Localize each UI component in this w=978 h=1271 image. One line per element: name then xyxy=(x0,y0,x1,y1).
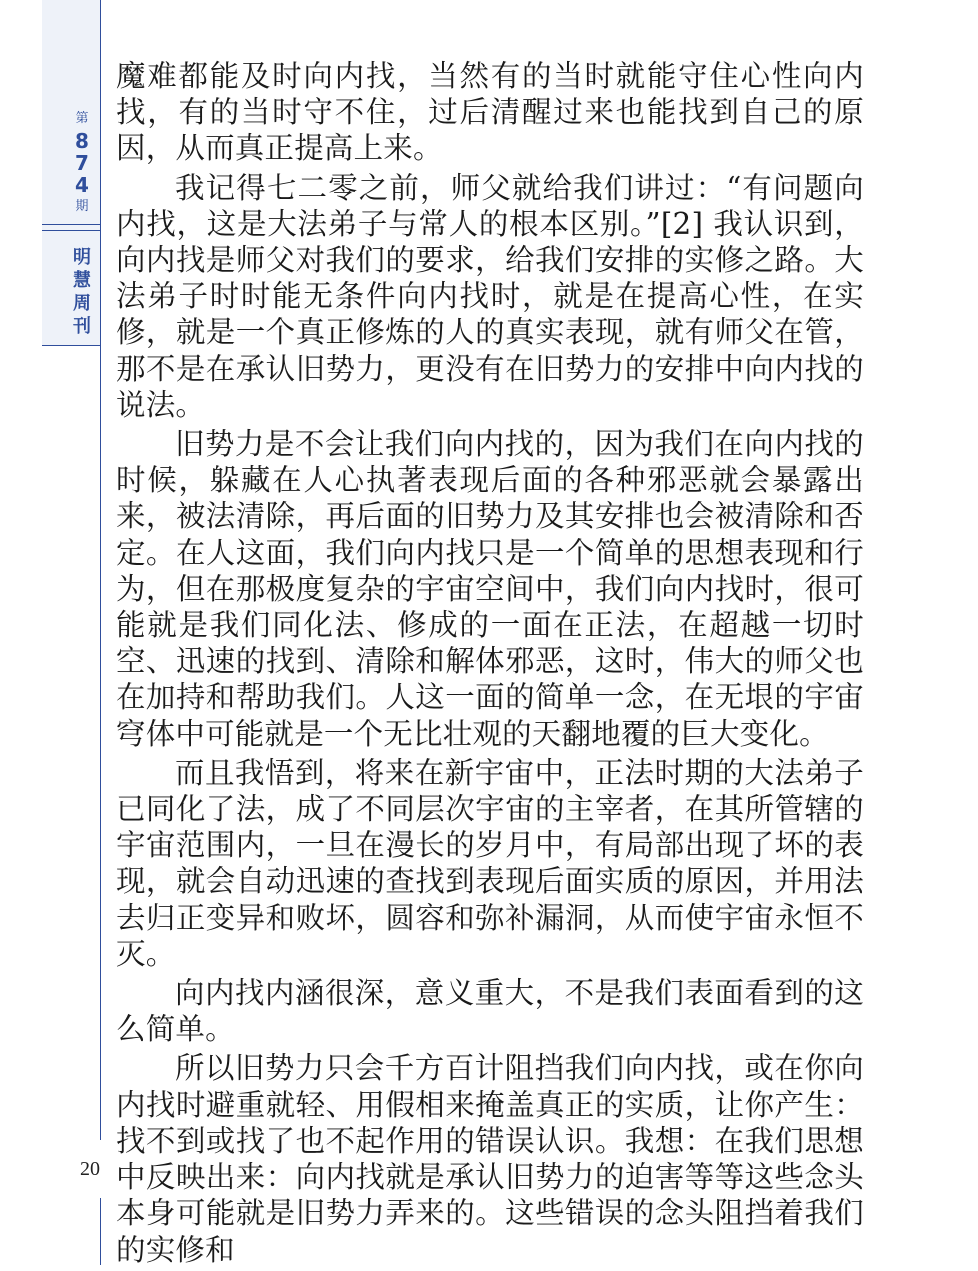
issue-suffix: 期 xyxy=(75,199,89,214)
paragraph-continued: 魔难都能及时向内找，当然有的当时就能守住心性向内找，有的当时守不住，过后清醒过来也能找到自己的原因，从而真正提高上来。 xyxy=(116,59,864,166)
issue-digits xyxy=(60,130,104,196)
issue-number xyxy=(60,108,104,218)
magazine-title-char: 明 xyxy=(73,247,91,268)
issue-prefix: 第 xyxy=(75,111,89,126)
sidebar-divider-top xyxy=(42,224,100,225)
paragraph: 向内找内涵很深，意义重大，不是我们表面看到的这么简单。 xyxy=(116,976,864,1047)
paragraph: 我记得七二零之前，师父就给我们讲过：“有问题向内找，这是大法弟子与常人的根本区别。”[2] 我认识到，向内找是师父对我们的要求，给我们安排的实修之路。大法弟子时时能无条件向内找时，就是在提高心性，在实修，就是一个真正修炼的人的真实表现，就有师父在管，那不是在承认旧势力，更没有在旧势力的安排中向内找的说法。 xyxy=(116,170,864,422)
page-number: 20 xyxy=(80,1158,100,1180)
issue-digit: 7 xyxy=(75,151,89,175)
issue-digit: 8 xyxy=(75,129,89,153)
magazine-title-char: 刊 xyxy=(73,316,91,337)
magazine-title xyxy=(60,246,104,338)
sidebar-divider-top-double xyxy=(42,230,100,231)
magazine-title-char: 慧 xyxy=(73,270,91,291)
paragraph: 所以旧势力只会千方百计阻挡我们向内找，或在你向内找时避重就轻、用假相来掩盖真正的实质，让你产生：找不到或找了也不起作用的错误认识。我想：在我们思想中反映出来：向内找就是承认旧势力的迫害等等这些念头本身可能就是旧势力弄来的。这些错误的念头阻挡着我们的实修和 xyxy=(116,1051,864,1267)
issue-digit: 4 xyxy=(75,173,89,197)
paragraph: 而且我悟到，将来在新宇宙中，正法时期的大法弟子已同化了法，成了不同层次宇宙的主宰者，在其所管辖的宇宙范围内，一旦在漫长的岁月中，有局部出现了坏的表现，就会自动迅速的查找到表现后面实质的原因，并用法去归正变异和败坏，圆容和弥补漏洞，从而使宇宙永恒不灭。 xyxy=(116,755,864,971)
magazine-title-char: 周 xyxy=(73,293,91,314)
article-body xyxy=(116,58,864,1271)
paragraph: 旧势力是不会让我们向内找的，因为我们在向内找的时候，躲藏在人心执著表现后面的各种邪恶就会暴露出来，被法清除，再后面的旧势力及其安排也会被清除和否定。在人这面，我们向内找只是一个简单的思想表现和行为，但在那极度复杂的宇宙空间中，我们向内找时，很可能就是我们同化法、修成的一面在正法，在超越一切时空、迅速的找到、清除和解体邪恶，这时，伟大的师父也在加持和帮助我们。人这一面的简单一念，在无垠的宇宙穹体中可能就是一个无比壮观的天翻地覆的巨大变化。 xyxy=(116,427,864,751)
sidebar-divider-bottom xyxy=(42,345,100,346)
